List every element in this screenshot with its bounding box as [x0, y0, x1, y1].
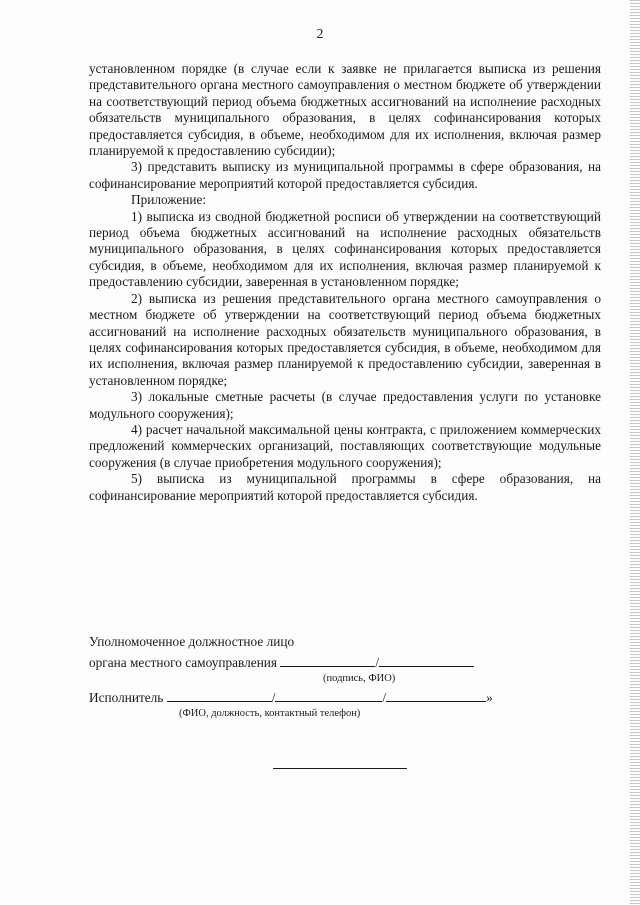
official-hint: (подпись, ФИО): [323, 673, 396, 684]
paragraph-item-3: 3) представить выписку из муниципальной программы в сфере образования, на софинансирование мероприятий которой предоставляется субсидия.: [89, 159, 601, 191]
separator: /: [382, 690, 387, 705]
separator: /: [375, 655, 380, 670]
bottom-divider: [273, 768, 407, 769]
scan-edge-artifact: [630, 0, 640, 905]
attachment-item-1: 1) выписка из сводной бюджетной росписи об утверждении на соответствующий период объема бюджетных ассигнований на исполнение расходных обязательств муниципального образования, в целях софинансирования которых предоставляется субсидия, в объеме, необходимом для их исполнения, включая размер планируемой к предоставлению субсидии, заверенная в установленном порядке;: [89, 208, 601, 290]
attachment-item-3: 3) локальные сметные расчеты (в случае предоставления услуги по установке модульного сооружения);: [89, 389, 601, 421]
attachment-item-2: 2) выписка из решения представительного органа местного самоуправления о местном бюджете об утверждении на соответствующий период объема бюджетных ассигнований на исполнение расходных обязательств муниципального образования, в целях софинансирования которых предоставляется субсидия, в объеме, необходимом для их исполнения, включая размер планируемой к предоставлению субсидии, заверенная в установленном порядке;: [89, 290, 601, 388]
executor-name-blank: [167, 689, 272, 702]
official-title-line2: органа местного самоуправления: [89, 655, 278, 670]
paragraph-continuation: установленном порядке (в случае если к заявке не прилагается выписка из решения представительного органа местного самоуправления о местном бюджете об утверждении на соответствующий период объема бюджетных ассигнований на исполнение расходных обязательств муниципального образования, в целях софинансирования которых предоставляется субсидия, в объеме, необходимом для их исполнения, включая размер планируемой к предоставлению субсидии);: [89, 61, 601, 159]
signature-blank: [280, 654, 375, 667]
name-blank: [379, 654, 474, 667]
executor-hint: (ФИО, должность, контактный телефон): [179, 708, 361, 719]
attachments-heading: Приложение:: [131, 192, 207, 208]
executor-phone-blank: [386, 689, 486, 702]
official-title-line1: Уполномоченное должностное лицо: [89, 634, 295, 649]
executor-position-blank: [275, 689, 382, 702]
separator: /: [271, 690, 276, 705]
document-body: [89, 61, 601, 504]
executor-row: [89, 689, 493, 706]
closing-quote: »: [486, 690, 493, 705]
executor-label: Исполнитель: [89, 690, 164, 705]
page-number: 2: [316, 27, 324, 42]
official-title-line2-row: [89, 654, 474, 671]
attachment-item-4: 4) расчет начальной максимальной цены контракта, с приложением коммерческих предложений коммерческих организаций, поставляющих соответствующие модульные сооружения (в случае приобретения модульного сооружения);: [89, 421, 601, 470]
attachment-item-5: 5) выписка из муниципальной программы в сфере образования, на софинансирование мероприятий которой предоставляется субсидия.: [89, 471, 601, 503]
